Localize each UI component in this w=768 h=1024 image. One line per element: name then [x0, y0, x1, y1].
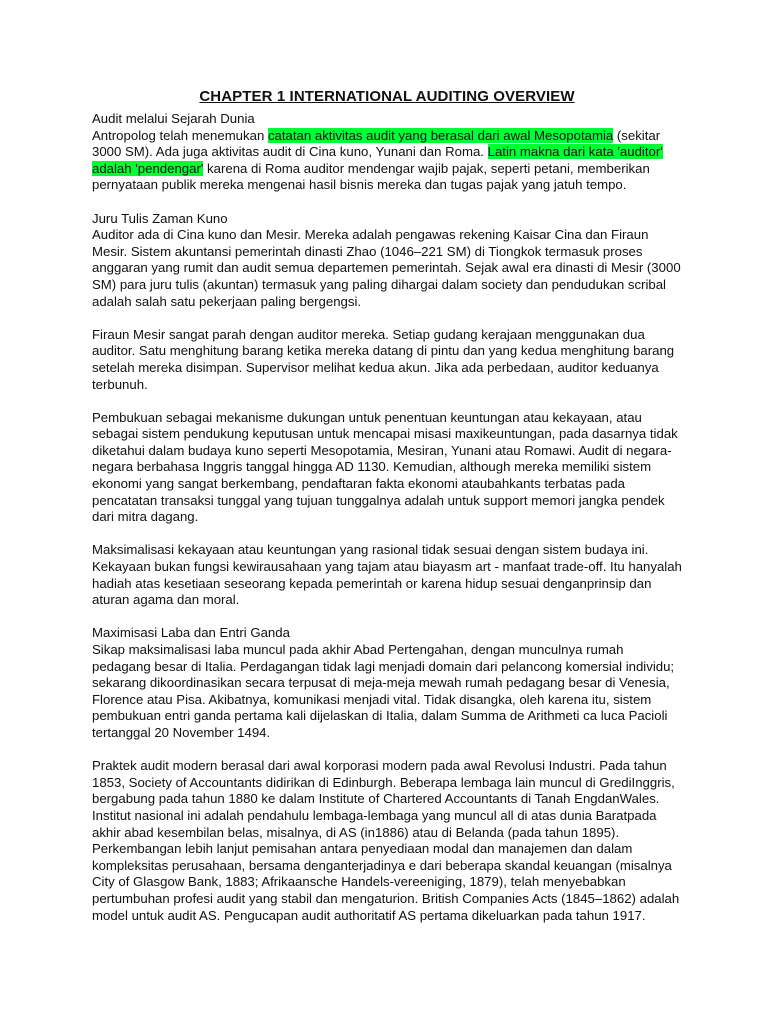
text-run: (sekitar 3000 SM). Ada juga aktivitas audit di Cina kuno, Yunani dan Roma.: [92, 127, 661, 160]
highlighted-text-auditor-meaning: Latin makna dari kata 'auditor' adalah 'pendengar': [92, 144, 663, 176]
text-run: Antropolog telah menemukan: [92, 127, 268, 143]
paragraph-modern-audit: Praktek audit modern berasal dari awal korporasi modern pada awal Revolusi Industri. Pada tahun 1853, Society of Accountants didirikan di Edinburgh. Beberapa lembaga lain muncul di GrediInggris, bergabung pada tahun 1880 ke dalam Institute of Chartered Accountants di Tanah EngdanWales. Institut nasional ini adalah pendahulu lembaga-lembaga yang muncul all di atas dunia Baratpada akhir abad kesembilan belas, misalnya, di AS (in1886) atau di Belanda (pada tahun 1895). Perkembangan lebih lanjut pemisahan antara penyediaan modal dan manajemen dan dalam kompleksitas perusahaan, bersama denganterjadinya e dari beberapa skandal keuangan (misalnya City of Glasgow Bank, 1883; Afrikaansche Handels-vereeniging, 1879), telah menyebabkan pertumbuhan profesi audit yang stabil dan mengaturion. British Companies Acts (1845–1862) adalah model untuk audit AS. Pengucapan audit authoritatif AS pertama dikeluarkan pada tahun 1917.: [92, 758, 680, 923]
section-heading-audit-history: Audit melalui Sejarah Dunia: [92, 111, 255, 126]
chapter-title: CHAPTER 1 INTERNATIONAL AUDITING OVERVIEW: [199, 88, 575, 105]
section-heading-double-entry: Maximisasi Laba dan Entri Ganda: [92, 625, 290, 641]
text-run: karena di Roma auditor mendengar wajib pajak, seperti petani, memberikan pernyataan publik mereka mengenai hasil bisnis mereka dan tugas pajak yang jatuh tempo.: [92, 160, 650, 193]
paragraph-double-entry: Sikap maksimalisasi laba muncul pada akhir Abad Pertengahan, dengan munculnya rumah pedagang besar di Italia. Perdagangan tidak lagi menjadi domain dari pelancong komersial individu; sekarang dikoordinasikan secara terpusat di meja-meja mewah rumah pedagang besar di Venesia, Florence atau Pisa. Akibatnya, komunikasi menjadi vital. Tidak disangka, oleh karena itu, sistem pembukuan entri ganda pertama kali dijelaskan di Italia, dalam Summa de Arithmeti ca luca Pacioli tertanggal 20 November 1494.: [92, 642, 675, 740]
paragraph-ancient-scribes: Auditor ada di Cina kuno dan Mesir. Mereka adalah pengawas rekening Kaisar Cina dan Firaun Mesir. Sistem akuntansi pemerintah dinasti Zhao (1046–221 SM) di Tiongkok termasuk proses anggaran yang rumit dan audit semua departemen pemerintah. Sejak awal era dinasti di Mesir (3000 SM) para juru tulis (akuntan) termasuk yang paling dihargai dalam society dan pendudukan scribal adalah salah satu pekerjaan paling bergengsi.: [92, 227, 681, 309]
paragraph-audit-history: [92, 128, 682, 194]
paragraph-wealth-maximization: Maksimalisasi kekayaan atau keuntungan yang rasional tidak sesuai dengan sistem budaya ini. Kekayaan bukan fungsi kewirausahaan yang tajam atau biayasm art - manfaat trade-off. Itu hanyalah hadiah atas kesetiaan seseorang kepada pemerintah or karena hidup sesuai denganprinsip dan aturan agama dan moral.: [92, 542, 682, 608]
section-heading-ancient-scribes: Juru Tulis Zaman Kuno: [92, 210, 228, 226]
highlighted-text-mesopotamia: catatan aktivitas audit yang berasal dari awal Mesopotamia: [267, 127, 614, 143]
paragraph-pharaoh-auditors: Firaun Mesir sangat parah dengan auditor mereka. Setiap gudang kerajaan menggunakan dua auditor. Satu menghitung barang ketika mereka datang di pintu dan yang kedua menghitung barang setelah mereka disimpan. Supervisor melihat kedua akun. Jika ada perbedaan, auditor keduanya terbunuh.: [92, 326, 675, 392]
paragraph-bookkeeping: Pembukuan sebagai mekanisme dukungan untuk penentuan keuntungan atau kekayaan, atau sebagai sistem pendukung keputusan untuk mencapai misasi maxikeuntungan, pada dasarnya tidak diketahui dalam budaya kuno seperti Mesopotamia, Mesiran, Yunani atau Romawi. Audit di negara-negara berbahasa Inggris tanggal hingga AD 1130. Kemudian, although mereka memiliki sistem ekonomi yang sangat berkembang, pendaftaran fakta ekonomi ataubahkants terbatas pada pencatatan transaksi tunggal yang tujuan tunggalnya adalah untuk support memori jangka pendek dari mitra dagang.: [92, 409, 678, 525]
